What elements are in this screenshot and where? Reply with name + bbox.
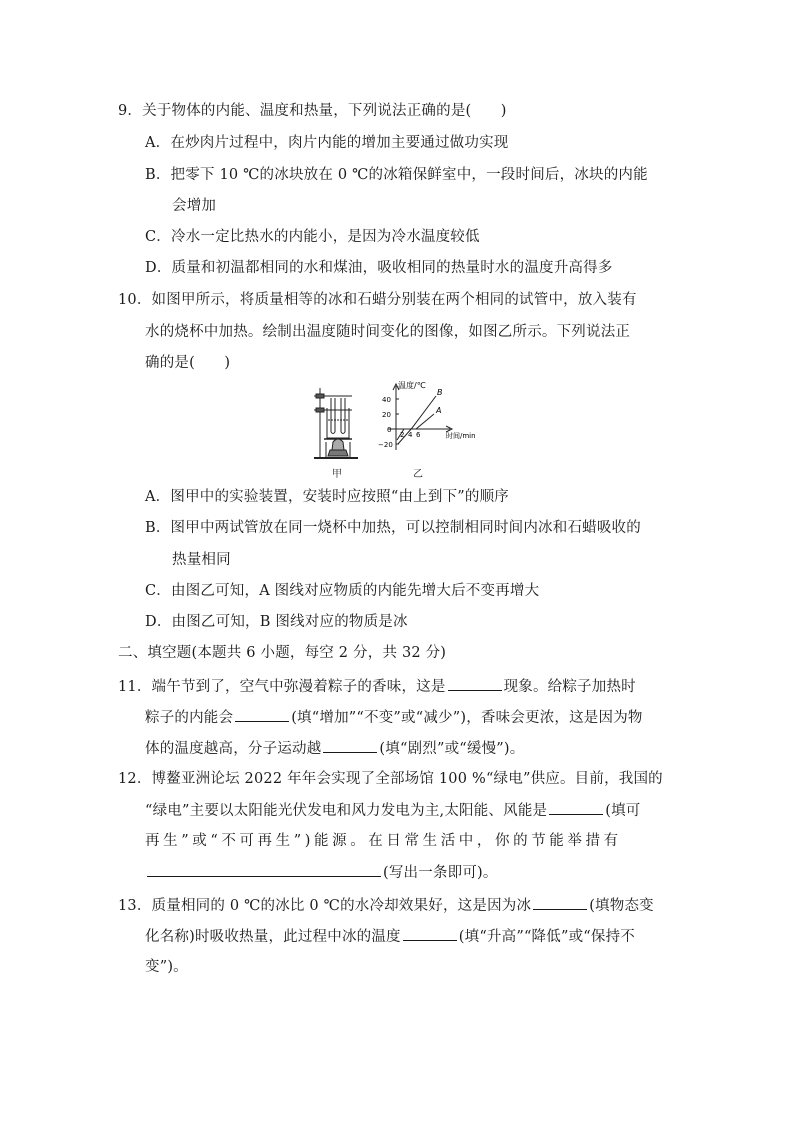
q13-text-2b: (填“升高”“降低”或“保持不 bbox=[458, 929, 635, 945]
q13-blank-1 bbox=[533, 895, 587, 910]
q12-line-2 bbox=[145, 800, 641, 821]
q10-option-a: A．图甲中的实验装置，安装时应按照“由上到下”的顺序 bbox=[145, 489, 509, 505]
q9-option-a: A．在炒肉片过程中，肉片内能的增加主要通过做功实现 bbox=[145, 135, 509, 151]
q11-line-1 bbox=[118, 676, 636, 697]
q13-text-1b: (填物态变 bbox=[589, 898, 654, 914]
figure-label-jia: 甲 bbox=[332, 469, 342, 480]
q10-stem-3: 确的是( ) bbox=[145, 355, 231, 371]
q11-line-2 bbox=[145, 707, 643, 728]
q13-line-2 bbox=[145, 926, 635, 947]
q11-text-3a: 体的温度越高，分子运动越 bbox=[145, 741, 322, 757]
q13-text-1a: 13．质量相同的 0 ℃的冰比 0 ℃的水冷却效果好，这是因为冰 bbox=[118, 898, 532, 914]
y-tick-minus20: −20 bbox=[378, 441, 393, 449]
q11-text-2a: 粽子的内能会 bbox=[145, 710, 234, 726]
q13-line-1 bbox=[118, 895, 654, 916]
q11-text-3b: (填“剧烈”或“缓慢”)。 bbox=[379, 741, 525, 757]
section2-title: 二、填空题(本题共 6 小题，每空 2 分，共 32 分) bbox=[118, 645, 447, 661]
q11-text-2b: (填“增加”“不变”或“减少”)，香味会更浓，这是因为物 bbox=[291, 710, 643, 726]
x-tick-2: 2 bbox=[400, 431, 405, 439]
q11-blank-2 bbox=[235, 707, 289, 722]
q12-line-4 bbox=[145, 862, 498, 883]
q9-option-b-cont: 会增加 bbox=[172, 198, 217, 214]
q13-blank-2 bbox=[403, 926, 457, 941]
q12-text-4b: (写出一条即可)。 bbox=[383, 865, 498, 881]
q12-text-2a: “绿电”主要以太阳能光伏发电和风力发电为主,太阳能、风能是 bbox=[145, 803, 548, 819]
y-tick-40: 40 bbox=[382, 396, 391, 404]
q10-stem-1: 10．如图甲所示，将质量相等的冰和石蜡分别装在两个相同的试管中，放入装有 bbox=[118, 292, 637, 308]
q12-blank-2 bbox=[147, 862, 381, 877]
q11-text-1b: 现象。给粽子加热时 bbox=[503, 679, 636, 695]
q9-option-c: C．冷水一定比热水的内能小，是因为冷水温度较低 bbox=[145, 229, 480, 245]
q9-option-d: D．质量和初温都相同的水和煤油，吸收相同的热量时水的温度升高得多 bbox=[145, 260, 613, 276]
q10-figure bbox=[300, 380, 490, 480]
q12-text-2b: (填可 bbox=[605, 803, 641, 819]
x-tick-4: 4 bbox=[408, 431, 413, 439]
x-tick-6: 6 bbox=[416, 431, 421, 439]
y-tick-20: 20 bbox=[382, 411, 391, 419]
q9-option-b: B．把零下 10 ℃的冰块放在 0 ℃的冰箱保鲜室中，一段时间后，冰块的内能 bbox=[145, 167, 648, 183]
q10-option-c: C．由图乙可知，A 图线对应物质的内能先增大后不变再增大 bbox=[145, 583, 540, 599]
q10-option-d: D．由图乙可知，B 图线对应的物质是冰 bbox=[145, 614, 408, 630]
q12-line-3: 再生”或“不可再生”)能源。在日常生活中，你的节能举措有 bbox=[145, 833, 622, 849]
q10-option-b: B．图甲中两试管放在同一烧杯中加热，可以控制相同时间内冰和石蜡吸收的 bbox=[145, 520, 641, 536]
q11-blank-3 bbox=[323, 738, 377, 753]
curve-b-label: B bbox=[437, 388, 443, 397]
y-tick-0: 0 bbox=[387, 426, 392, 434]
q12-line-1: 12．博鳌亚洲论坛 2022 年年会实现了全部场馆 100 %“绿电”供应。目前，我国的 bbox=[118, 771, 663, 787]
x-axis-label: 时间/min bbox=[446, 432, 476, 440]
figure-label-yi: 乙 bbox=[413, 469, 423, 480]
curve-a-label: A bbox=[436, 406, 442, 415]
q13-line-3: 变”)。 bbox=[145, 959, 188, 975]
q12-blank-1 bbox=[549, 800, 603, 815]
q10-figure-svg bbox=[300, 380, 490, 480]
apparatus-drawing bbox=[314, 388, 358, 458]
q9-stem: 9．关于物体的内能、温度和热量，下列说法正确的是( ) bbox=[118, 103, 507, 119]
q11-blank-1 bbox=[448, 676, 502, 691]
q10-option-b-cont: 热量相同 bbox=[172, 552, 231, 568]
q10-stem-2: 水的烧杯中加热。绘制出温度随时间变化的图像，如图乙所示。下列说法正 bbox=[145, 324, 631, 340]
q13-text-2a: 化名称)时吸收热量，此过程中冰的温度 bbox=[145, 929, 401, 945]
q11-line-3 bbox=[145, 738, 524, 759]
q11-text-1a: 11．端午节到了，空气中弥漫着粽子的香味，这是 bbox=[118, 679, 446, 695]
y-axis-label: 温度/℃ bbox=[398, 381, 426, 390]
